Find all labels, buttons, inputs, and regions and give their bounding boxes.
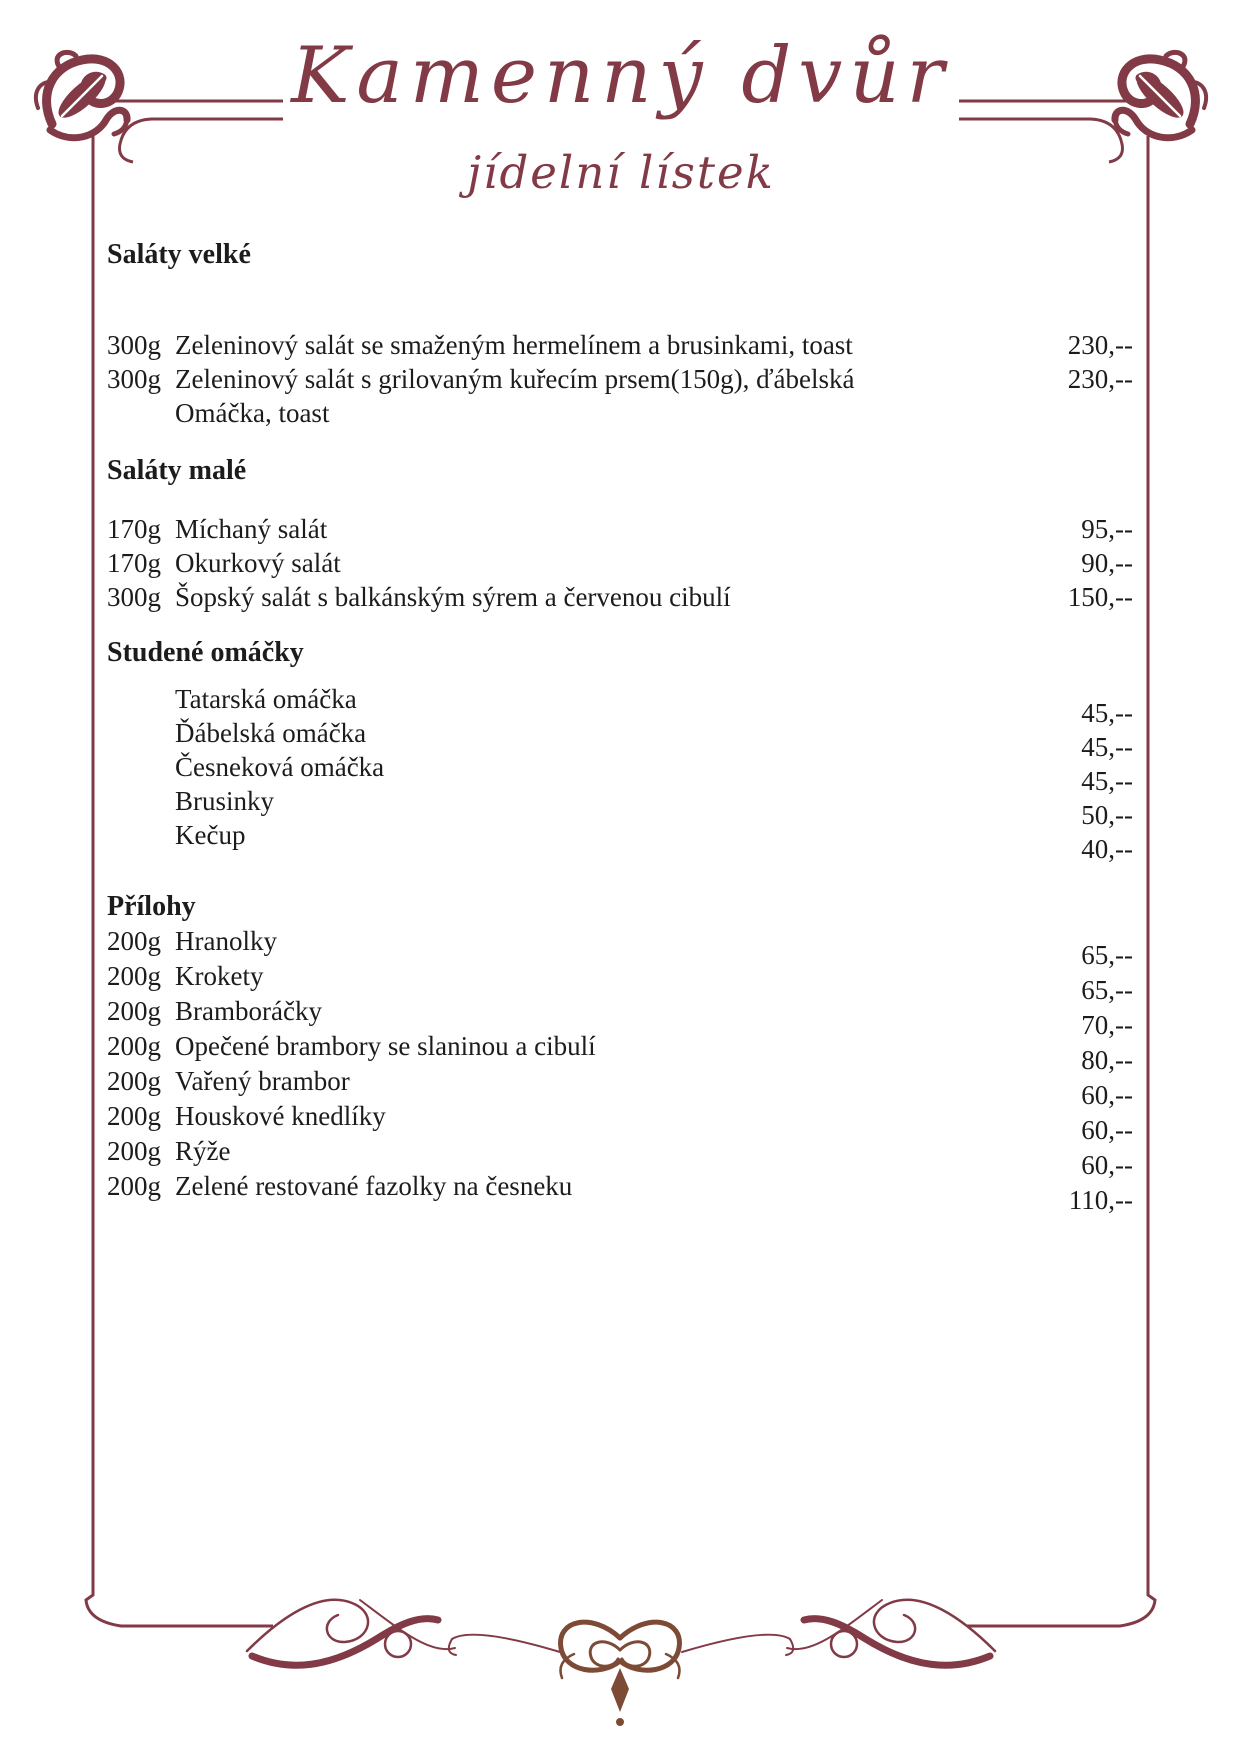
menu-item-row: [107, 546, 1133, 580]
menu-sections: [107, 238, 1133, 1215]
menu-item-line: [107, 1169, 1133, 1215]
item-name: Krokety: [175, 961, 264, 991]
section-items: [107, 682, 1133, 864]
item-price: 45,--: [1081, 765, 1133, 796]
item-weight: 200g: [107, 926, 161, 956]
item-price: 150,--: [1067, 581, 1133, 612]
item-price: 60,--: [1081, 1080, 1133, 1110]
section-items: [107, 328, 1133, 430]
menu-item-row: [107, 1134, 1133, 1180]
menu-item-row: [107, 959, 1133, 1005]
menu-item-row: [107, 1029, 1133, 1075]
item-price: 230,--: [1067, 329, 1133, 360]
item-weight: 300g: [107, 581, 161, 612]
item-price: 60,--: [1081, 1115, 1133, 1145]
item-name: Míchaný salát: [175, 513, 328, 544]
item-name: Tatarská omáčka: [175, 683, 357, 714]
item-name-line2: Omáčka, toast: [175, 398, 330, 428]
item-name: Rýže: [175, 1136, 231, 1166]
section-items: [107, 512, 1133, 614]
menu-item-row: [107, 924, 1133, 970]
item-weight: 200g: [107, 1171, 161, 1201]
menu-item-line: [107, 716, 1133, 762]
item-name: Brusinky: [175, 785, 275, 816]
menu-item-row: [107, 328, 1133, 362]
item-price: 230,--: [1067, 363, 1133, 394]
item-price: 95,--: [1081, 513, 1133, 544]
item-price: 45,--: [1081, 731, 1133, 762]
item-weight: 200g: [107, 1136, 161, 1166]
item-weight: 300g: [107, 363, 161, 394]
item-price: 65,--: [1081, 975, 1133, 1005]
item-weight: 300g: [107, 329, 161, 360]
menu-item-row: [107, 1064, 1133, 1110]
menu-item-line: [107, 1134, 1133, 1180]
item-name: Hranolky: [175, 926, 277, 956]
item-name: Okurkový salát: [175, 547, 341, 578]
item-price: 110,--: [1068, 1185, 1133, 1215]
item-weight: 200g: [107, 961, 161, 991]
section-heading: Saláty velké: [107, 239, 251, 270]
item-price: 60,--: [1081, 1150, 1133, 1180]
menu-item-line: [107, 362, 1133, 396]
menu-item-line: [107, 512, 1133, 546]
menu-section: [107, 636, 1133, 864]
item-weight: 200g: [107, 1031, 161, 1061]
menu-item-line: [107, 784, 1133, 830]
menu-item-line: [107, 750, 1133, 796]
menu-item-row: [107, 682, 1133, 728]
item-weight: 170g: [107, 513, 161, 544]
menu-item-line: [107, 1029, 1133, 1075]
bottom-flourish-right-icon: [682, 1600, 995, 1665]
menu-item-line: [107, 959, 1133, 1005]
item-name: Šopský salát s balkánským sýrem a červenou cibulí: [175, 581, 731, 612]
menu-subtitle: jídelní lístek: [467, 146, 775, 199]
bottom-flourish-left-icon: [247, 1600, 560, 1665]
item-weight: 170g: [107, 547, 161, 578]
menu-item-row: [107, 512, 1133, 546]
menu-section: [107, 454, 1133, 614]
item-price: 65,--: [1081, 940, 1133, 970]
menu-section: [107, 890, 1133, 1215]
item-price: 50,--: [1081, 799, 1133, 830]
menu-item-row: [107, 784, 1133, 830]
menu-item-line: [107, 546, 1133, 580]
item-price: 90,--: [1081, 547, 1133, 578]
item-weight: 200g: [107, 1101, 161, 1131]
menu-item-row: [107, 716, 1133, 762]
menu-item-row: [107, 580, 1133, 614]
item-name: Česneková omáčka: [175, 751, 385, 782]
item-name: Opečené brambory se slaninou a cibulí: [175, 1031, 596, 1061]
menu-item-row: [107, 994, 1133, 1040]
menu-section: [107, 238, 1133, 430]
item-name: Bramboráčky: [175, 996, 322, 1026]
menu-item-line: [107, 1064, 1133, 1110]
item-price: 70,--: [1081, 1010, 1133, 1040]
section-heading: Přílohy: [107, 891, 196, 922]
menu-item-line: [107, 818, 1133, 864]
item-name: Houskové knedlíky: [175, 1101, 386, 1131]
menu-item-row: [107, 818, 1133, 864]
restaurant-title: Kamenný dvůr: [291, 31, 951, 121]
menu-item-line: [107, 328, 1133, 362]
section-items: [107, 924, 1133, 1215]
item-name: Ďábelská omáčka: [175, 717, 367, 748]
menu-item-line: [107, 580, 1133, 614]
item-weight: 200g: [107, 1066, 161, 1096]
menu-item-line: [107, 924, 1133, 970]
menu-item-line: [107, 1099, 1133, 1145]
menu-item-line: [107, 994, 1133, 1040]
item-price: 40,--: [1081, 833, 1133, 864]
item-name: Zeleninový salát s grilovaným kuřecím prsem(150g), ďábelská: [175, 363, 855, 394]
menu-item-row: [107, 750, 1133, 796]
section-heading: Saláty malé: [107, 455, 247, 486]
bottom-center-ornament-icon: [561, 1622, 680, 1726]
menu-item-row: [107, 1099, 1133, 1145]
menu-item-row: [107, 1169, 1133, 1215]
item-name: Vařený brambor: [175, 1066, 350, 1096]
menu-item-row: [107, 362, 1133, 430]
item-name: Kečup: [175, 819, 246, 850]
item-price: 45,--: [1081, 697, 1133, 728]
item-price: 80,--: [1081, 1045, 1133, 1075]
item-name: Zeleninový salát se smaženým hermelínem a brusinkami, toast: [175, 329, 853, 360]
item-name: Zelené restované fazolky na česneku: [175, 1171, 573, 1201]
section-heading: Studené omáčky: [107, 637, 304, 668]
menu-item-line: [107, 682, 1133, 728]
item-weight: 200g: [107, 996, 161, 1026]
